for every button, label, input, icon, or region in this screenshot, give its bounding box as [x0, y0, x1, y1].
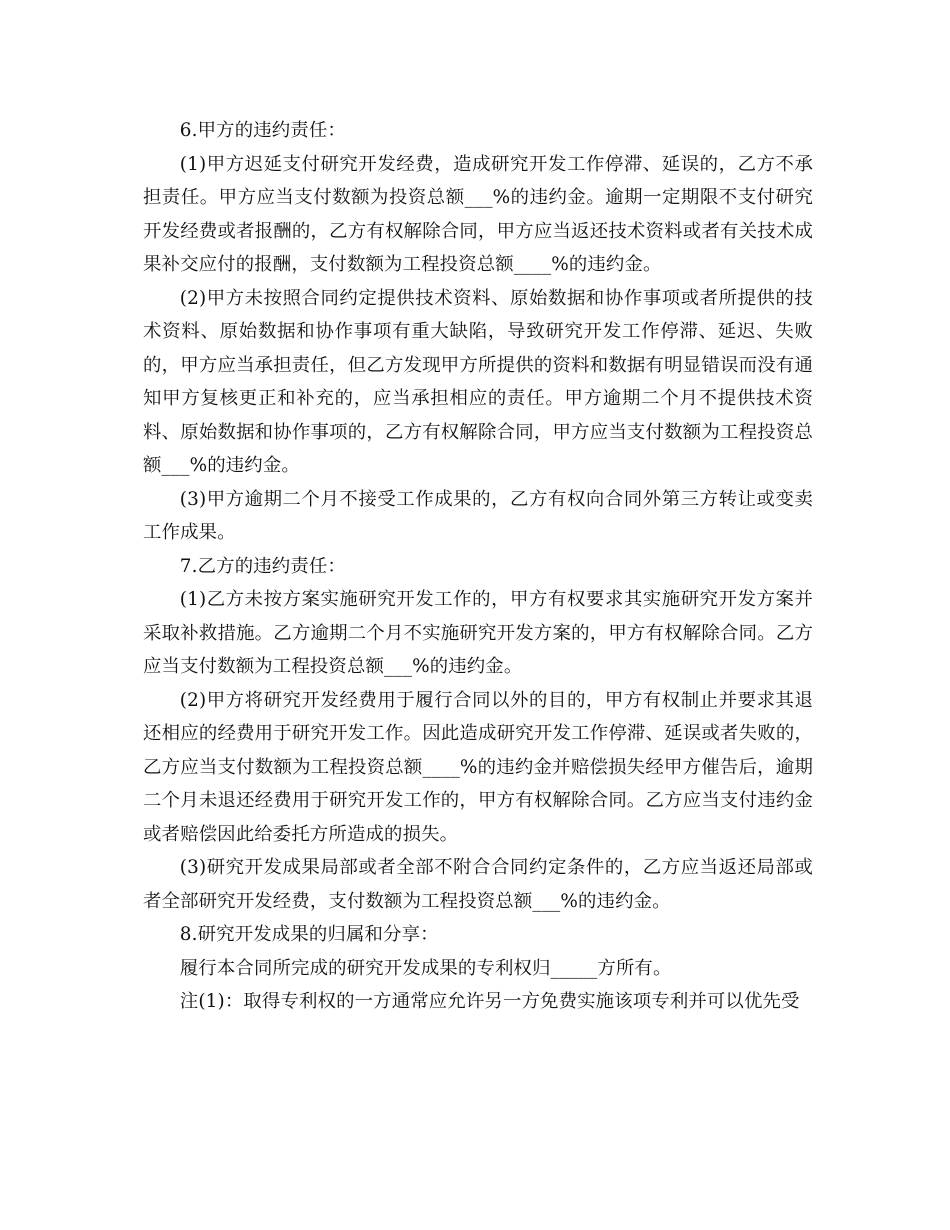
paragraph-a-3: (3)甲方逾期二个月不接受工作成果的，乙方有权向合同外第三方转让或变卖工作成果。 — [143, 488, 813, 543]
paragraph-b-1: (1)乙方未按方案实施研究开发工作的，甲方有权要求其实施研究开发方案并采取补救措施。乙方逾期二个月不实施研究开发方案的，甲方有权解除合同。乙方应当支付数额为工程投资总额___%的违约金。 — [143, 589, 813, 677]
document-body — [143, 114, 813, 1019]
paragraph-b-3: (3)研究开发成果局部或者全部不附合合同约定条件的，乙方应当返还局部或者全部研究开发经费，支付数额为工程投资总额___%的违约金。 — [143, 857, 813, 912]
paragraph-a-2: (2)甲方未按照合同约定提供技术资料、原始数据和协作事项或者所提供的技术资料、原始数据和协作事项有重大缺陷，导致研究开发工作停滞、延迟、失败的，甲方应当承担责任，但乙方发现甲方所提供的资料和数据有明显错误而没有通知甲方复核更正和补充的，应当承担相应的责任。甲方逾期二个月不提供技术资料、原始数据和协作事项的，乙方有权解除合同，甲方应当支付数额为工程投资总额___%的违约金。 — [143, 287, 813, 476]
paragraph-patent-ownership: 履行本合同所完成的研究开发成果的专利权归_____方所有。 — [179, 957, 672, 979]
heading-results-ownership: 8.研究开发成果的归属和分享： — [179, 924, 439, 945]
paragraph-note-1: 注(1)：取得专利权的一方通常应允许另一方免费实施该项专利并可以优先受 — [179, 991, 800, 1012]
heading-party-a-liability: 6.甲方的违约责任： — [179, 120, 346, 141]
heading-party-b-liability: 7.乙方的违约责任： — [179, 555, 346, 577]
paragraph-b-2: (2)甲方将研究开发经费用于履行合同以外的目的，甲方有权制止并要求其退还相应的经费用于研究开发工作。因此造成研究开发工作停滞、延误或者失败的，乙方应当支付数额为工程投资总额____%的违约金并赔偿损失经甲方催告后，逾期二个月未退还经费用于研究开发工作的，甲方有权解除合同。乙方应当支付违约金或者赔偿因此给委托方所造成的损失。 — [143, 689, 813, 845]
paragraph-a-1: (1)甲方迟延支付研究开发经费，造成研究开发工作停滞、延误的，乙方不承担责任。甲方应当支付数额为投资总额___%的违约金。逾期一定期限不支付研究开发经费或者报酬的，乙方有权解除合同，甲方应当返还技术资料或者有关技术成果补交应付的报酬，支付数额为工程投资总额____%的违约金。 — [143, 153, 813, 275]
